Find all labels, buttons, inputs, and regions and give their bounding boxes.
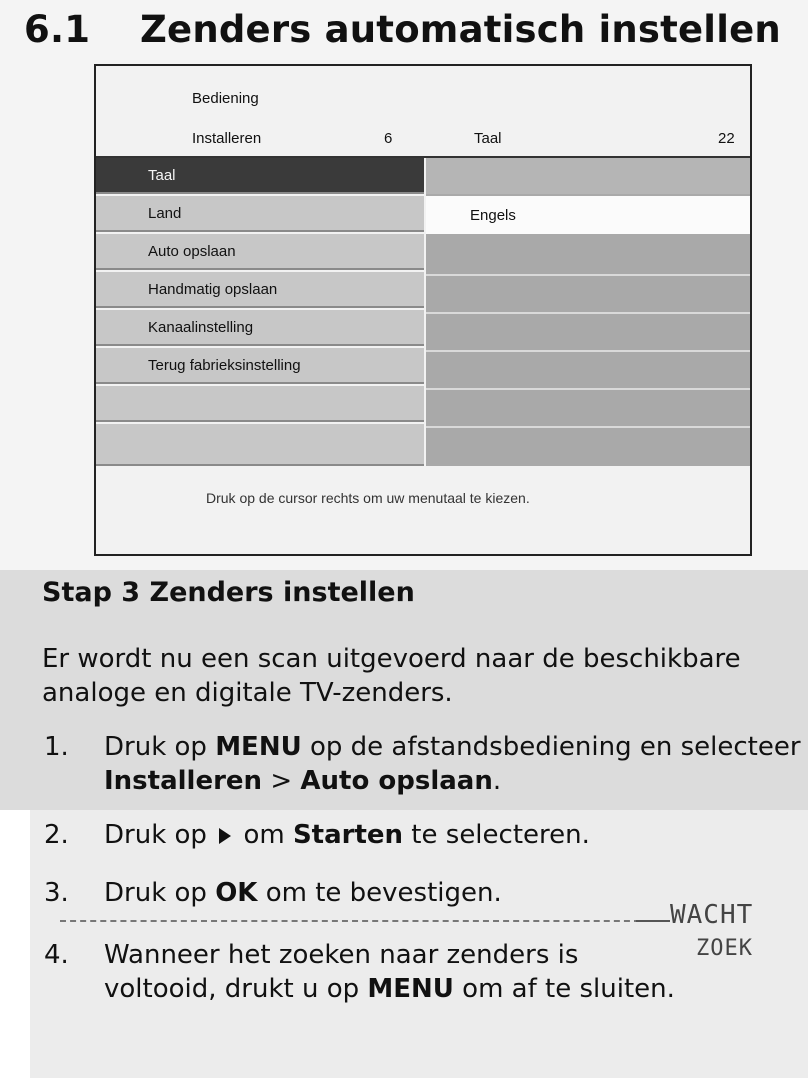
menu-item-handmatig-opslaan[interactable] — [96, 272, 424, 308]
menu-item-empty — [96, 386, 424, 422]
handwritten-stroke — [636, 920, 670, 922]
section-title: Zenders automatisch instellen — [140, 8, 781, 51]
menu-item-label: Kanaalinstelling — [148, 319, 254, 336]
text-segment: . — [492, 766, 502, 796]
menu-item-auto-opslaan[interactable] — [96, 234, 424, 270]
text-segment: Wanneer het zoeken naar zenders is voltooid, drukt u op — [104, 940, 579, 1004]
item-number: 4. — [44, 940, 69, 970]
menu-item-kanaalinstelling[interactable] — [96, 310, 424, 346]
text-segment: > — [262, 766, 301, 796]
text-segment: Druk op — [104, 732, 216, 762]
menu-item-taal[interactable] — [96, 158, 424, 194]
text-segment: Druk op — [104, 878, 216, 908]
value-row-divider — [426, 426, 750, 428]
value-row-divider — [426, 312, 750, 314]
page-background-margin — [0, 810, 30, 1078]
menu-item-empty — [96, 424, 424, 466]
menu-header-right-label: Taal — [474, 130, 502, 147]
menu-item-label: Handmatig opslaan — [148, 281, 278, 298]
menu-header-left-count: 6 — [384, 130, 393, 147]
menu-item-land[interactable] — [96, 196, 424, 232]
handwritten-dashed-line — [60, 920, 640, 922]
item-text — [104, 938, 684, 1006]
menu-item-label: Land — [148, 205, 182, 222]
item-number: 1. — [44, 732, 69, 762]
menu-path-auto-opslaan: Auto opslaan — [300, 766, 493, 796]
menu-value-panel — [426, 158, 750, 466]
value-panel-top — [426, 158, 750, 194]
menu-help-text: Druk op de cursor rechts om uw menutaal te kiezen. — [206, 490, 530, 506]
key-starten: Starten — [292, 820, 404, 850]
item-text — [104, 730, 804, 798]
menu-item-label: Auto opslaan — [148, 243, 236, 260]
value-row-divider — [426, 388, 750, 390]
item-number: 2. — [44, 820, 69, 850]
step-intro: Er wordt nu een scan uitgevoerd naar de beschikbare analoge en digitale TV-zenders. — [42, 644, 741, 708]
play-arrow-icon — [219, 828, 231, 844]
value-row-divider — [426, 350, 750, 352]
menu-item-terug-fabrieksinstelling[interactable] — [96, 348, 424, 384]
section-number: 6.1 — [24, 8, 91, 51]
handwritten-note-zoek: ZOEK — [696, 936, 753, 961]
handwritten-note-wacht: WACHT — [670, 900, 754, 930]
menu-header-title: Bediening — [192, 90, 259, 107]
text-segment: om af te sluiten. — [453, 974, 675, 1004]
key-menu: MENU — [215, 732, 302, 762]
value-option-label: Engels — [470, 207, 516, 224]
text-segment: om — [235, 820, 293, 850]
key-menu: MENU — [367, 974, 454, 1004]
text-segment: Druk op — [104, 820, 216, 850]
menu-item-label: Terug fabrieksinstelling — [148, 357, 301, 374]
menu-header-left-label: Installeren — [192, 130, 262, 147]
tv-menu-screenshot — [94, 64, 752, 556]
menu-header-right-count: 22 — [718, 130, 735, 147]
section-heading — [24, 8, 781, 51]
menu-item-label: Taal — [148, 167, 176, 184]
item-number: 3. — [44, 878, 69, 908]
text-segment: op de afstandsbediening en selecteer — [301, 732, 801, 762]
text-segment: om te bevestigen. — [257, 878, 502, 908]
value-option-engels[interactable] — [426, 196, 750, 234]
text-segment: te selecteren. — [403, 820, 590, 850]
step-title: Stap 3 Zenders instellen — [42, 577, 415, 608]
menu-path-installeren: Installeren — [104, 766, 263, 796]
key-ok: OK — [215, 878, 258, 908]
menu-list — [96, 158, 424, 466]
item-text — [104, 818, 804, 852]
value-row-divider — [426, 274, 750, 276]
